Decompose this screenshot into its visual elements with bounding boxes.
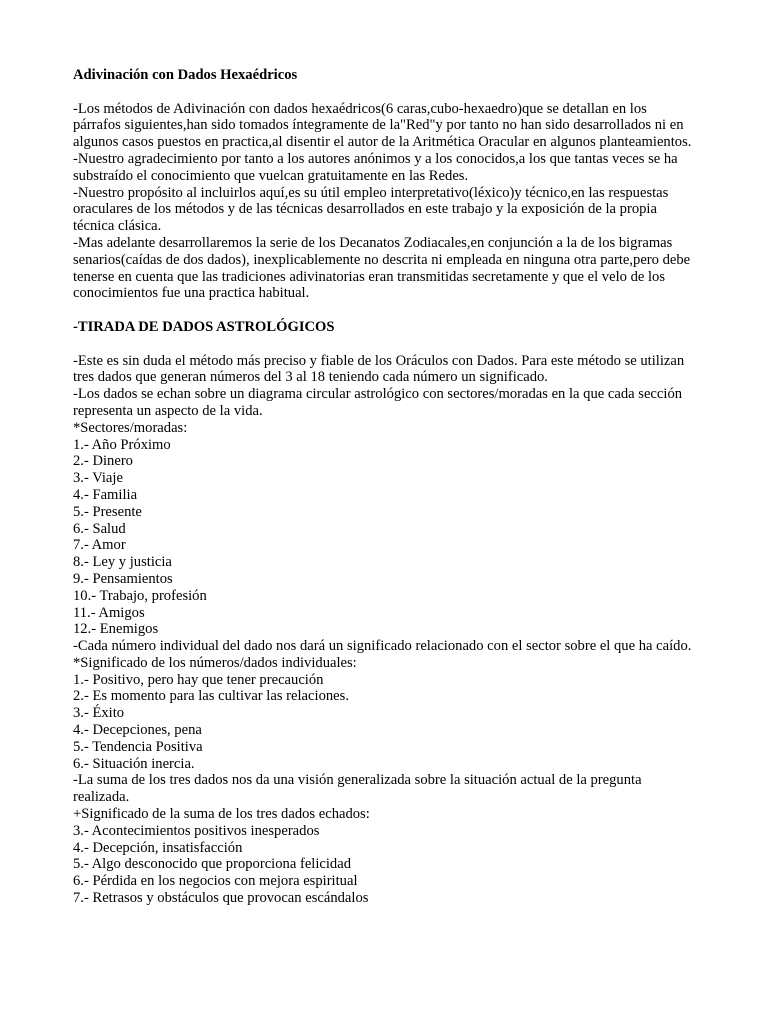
sum-heading: +Significado de la suma de los tres dados echados: (73, 806, 370, 823)
individual-meanings-list (73, 672, 698, 773)
individual-heading: *Significado de los números/dados individuales: (73, 654, 357, 671)
individual-intro: -Cada número individual del dado nos dará un significado relacionado con el sector sobre el que ha caído. (73, 638, 692, 655)
list-item: 3.- Acontecimientos positivos inesperados (73, 822, 320, 839)
list-item: 4.- Decepciones, pena (73, 722, 202, 739)
list-item: 4.- Familia (73, 486, 138, 503)
spacer (73, 302, 698, 319)
sectors-heading: *Sectores/moradas: (73, 419, 188, 436)
list-item: 3.- Éxito (73, 705, 125, 722)
list-item: 11.- Amigos (73, 604, 145, 621)
list-item: 1.- Año Próximo (73, 436, 171, 453)
section-paragraph-1: -Este es sin duda el método más preciso y fiable de los Oráculos con Dados. Para este método se utilizan tres dados que generan números del 3 al 18 teniendo cada número un significado. (73, 352, 685, 386)
list-item: 7.- Retrasos y obstáculos que provocan escándalos (73, 890, 369, 907)
section-title: -TIRADA DE DADOS ASTROLÓGICOS (73, 318, 335, 335)
list-item: 7.- Amor (73, 537, 126, 554)
list-item: 6.- Salud (73, 520, 126, 537)
spacer (73, 84, 698, 101)
intro-paragraph-2: -Nuestro agradecimiento por tanto a los autores anónimos y a los conocidos,a los que tantas veces se ha substraído el conocimiento que vuelcan gratuitamente en las Redes. (73, 150, 678, 184)
sum-intro: -La suma de los tres dados nos da una visión generalizada sobre la situación actual de la pregunta realizada. (73, 772, 642, 806)
document-title: Adivinación con Dados Hexaédricos (73, 67, 298, 83)
intro-paragraph-1: -Los métodos de Adivinación con dados hexaédricos(6 caras,cubo-hexaedro)que se detallan en los párrafos siguientes,han sido tomados íntegramente de la"Red"y por tanto no han sido desarrollados ni en algunos casos puestos en practica,al disentir el autor de la Aritmética Oracular en algunos planteamientos. (73, 100, 692, 151)
sectors-list (73, 437, 698, 639)
list-item: 2.- Dinero (73, 453, 133, 470)
list-item: 9.- Pensamientos (73, 570, 173, 587)
intro-paragraph-4: -Mas adelante desarrollaremos la serie de los Decanatos Zodiacales,en conjunción a la de los bigramas senarios(caídas de dos dados), inexplicablemente no descrita ni empleada en ninguna otra parte,pero debe tenerse en cuenta que las tradiciones adivinatorias eran transmitidas secretamente y que el velo de los conocimientos fue una practica habitual. (73, 234, 691, 302)
list-item: 6.- Pérdida en los negocios con mejora espiritual (73, 873, 358, 890)
spacer (73, 336, 698, 353)
list-item: 2.- Es momento para las cultivar las relaciones. (73, 688, 349, 705)
list-item: 5.- Presente (73, 503, 142, 520)
sum-meanings-list (73, 823, 698, 907)
list-item: 8.- Ley y justicia (73, 554, 172, 571)
list-item: 10.- Trabajo, profesión (73, 587, 207, 604)
list-item: 12.- Enemigos (73, 621, 159, 638)
list-item: 6.- Situación inercia. (73, 755, 195, 772)
list-item: 4.- Decepción, insatisfacción (73, 839, 243, 856)
list-item: 1.- Positivo, pero hay que tener precaución (73, 671, 324, 688)
list-item: 5.- Algo desconocido que proporciona felicidad (73, 856, 352, 873)
intro-paragraph-3: -Nuestro propósito al incluirlos aquí,es su útil empleo interpretativo(léxico)y técnico,en las respuestas oraculares de los métodos y de las técnicas desarrollados en este trabajo y la exposición de la propia técnica clásica. (73, 184, 669, 235)
section-paragraph-2: -Los dados se echan sobre un diagrama circular astrológico con sectores/moradas en la que cada sección representa un aspecto de la vida. (73, 386, 683, 419)
list-item: 3.- Viaje (73, 470, 123, 487)
list-item: 5.- Tendencia Positiva (73, 738, 203, 755)
